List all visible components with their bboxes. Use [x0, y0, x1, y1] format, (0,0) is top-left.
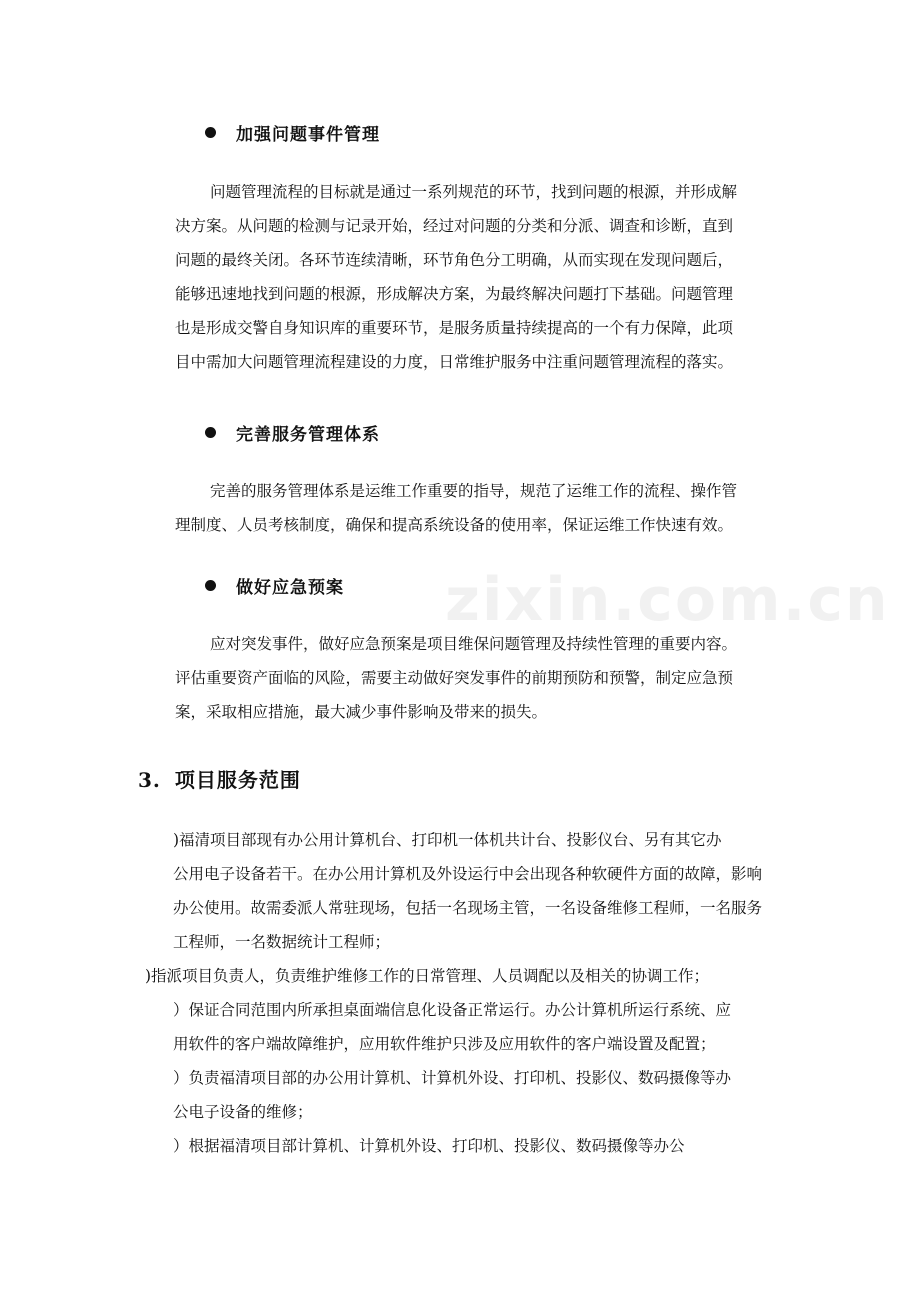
watermark: zixin.com.cn — [445, 565, 890, 635]
paragraph-line: 能够迅速地找到问题的根源，形成解决方案，为最终解决问题打下基础。问题管理 — [175, 285, 734, 303]
section-3-title: 做好应急预案 — [236, 577, 344, 598]
section-1-title: 加强问题事件管理 — [236, 124, 380, 145]
bullet-dot-icon — [205, 580, 216, 591]
paragraph-line: 决方案。从问题的检测与记录开始，经过对问题的分类和分派、调查和诊断，直到 — [175, 217, 734, 235]
scope-line: )福清项目部现有办公用计算机台、打印机一体机共计台、投影仪台、另有其它办 — [173, 831, 722, 849]
heading-number: 3. — [138, 768, 161, 792]
scope-line: ）负责福清项目部的办公用计算机、计算机外设、打印机、投影仪、数码摄像等办 — [173, 1069, 732, 1087]
paragraph-line: 理制度、人员考核制度，确保和提高系统设备的使用率，保证运维工作快速有效。 — [175, 516, 734, 534]
paragraph-line: 也是形成交警自身知识库的重要环节，是服务质量持续提高的一个有力保障，此项 — [175, 319, 734, 337]
bullet-dot-icon — [205, 427, 216, 438]
scope-line: ）保证合同范围内所承担桌面端信息化设备正常运行。办公计算机所运行系统、应 — [173, 1001, 732, 1019]
paragraph-line: 应对突发事件，做好应急预案是项目维保问题管理及持续性管理的重要内容。 — [210, 635, 738, 653]
paragraph-line: 案，采取相应措施，最大减少事件影响及带来的损失。 — [175, 703, 548, 721]
bullet-dot-icon — [205, 127, 216, 138]
paragraph-line: 目中需加大问题管理流程建设的力度，日常维护服务中注重问题管理流程的落实。 — [175, 353, 734, 371]
section-heading — [138, 764, 301, 793]
paragraph-line: 问题的最终关闭。各环节连续清晰，环节角色分工明确，从而实现在发现问题后， — [175, 251, 734, 269]
section-2-title: 完善服务管理体系 — [236, 424, 380, 445]
section-2-paragraph — [175, 474, 800, 542]
heading-text: 项目服务范围 — [174, 768, 301, 792]
scope-line: 公电子设备的维修； — [173, 1103, 313, 1121]
section-3-bullet — [205, 571, 344, 599]
paragraph-line: 问题管理流程的目标就是通过一系列规范的环节，找到问题的根源，并形成解 — [210, 183, 738, 201]
section-2-bullet — [205, 418, 380, 446]
section-1-paragraph — [175, 175, 800, 379]
scope-line: )指派项目负责人，负责维护维修工作的日常管理、人员调配以及相关的协调工作； — [145, 967, 710, 985]
scope-line: 用软件的客户端故障维护，应用软件维护只涉及应用软件的客户端设置及配置； — [173, 1035, 716, 1053]
scope-line: 公用电子设备若干。在办公用计算机及外设运行中会出现各种软硬件方面的故障，影响 — [173, 865, 763, 883]
scope-line: ）根据福清项目部计算机、计算机外设、打印机、投影仪、数码摄像等办公 — [173, 1137, 685, 1155]
paragraph-line: 完善的服务管理体系是运维工作重要的指导，规范了运维工作的流程、操作管 — [210, 482, 738, 500]
section-3-paragraph — [175, 627, 800, 729]
scope-line: 工程师，一名数据统计工程师； — [173, 933, 391, 951]
section-1-bullet — [205, 118, 380, 146]
scope-paragraph — [145, 823, 798, 1163]
paragraph-line: 评估重要资产面临的风险，需要主动做好突发事件的前期预防和预警，制定应急预 — [175, 669, 734, 687]
scope-line: 办公使用。故需委派人常驻现场，包括一名现场主管，一名设备维修工程师，一名服务 — [173, 899, 763, 917]
